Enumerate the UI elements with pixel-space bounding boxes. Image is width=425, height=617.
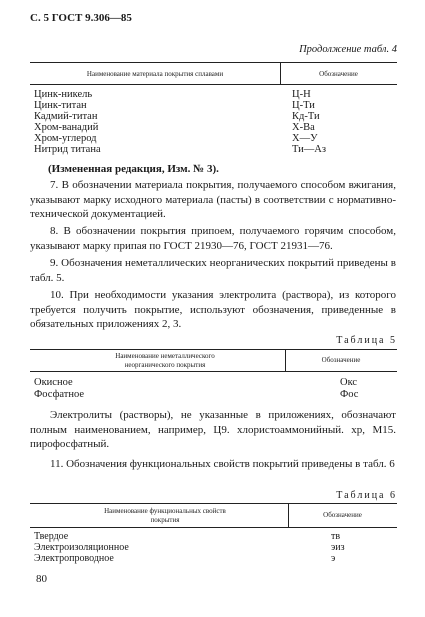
table-5-header-rule	[30, 371, 397, 372]
electrolytes-paragraph: Электролиты (растворы), не указанные в приложениях, обозначают полным наименованием, например, Ц9. хлористоаммонийный. хр, М15. пирофосфатный.	[30, 409, 396, 450]
cell-name: Цинк-титан	[34, 100, 87, 111]
table-6-col-name: Наименование функциональных свойств покрытия	[104, 507, 226, 524]
paragraph-9: 9. Обозначения неметаллических неорганических покрытий приведены в табл. 5.	[30, 257, 396, 284]
cell-code: Ц-Ти	[292, 100, 315, 111]
table-6-top-rule	[30, 503, 397, 504]
paragraph-10: 10. При необходимости указания электролита (раствора), из которого требуется получить покрытие, используют обозначения, приведенные в обязательных приложениях 2, 3.	[30, 289, 396, 330]
cell-name: Цинк-никель	[34, 89, 93, 100]
table-4-col-code: Обозначение	[319, 70, 358, 78]
cell-code: Ти—Аз	[292, 144, 327, 155]
cell-code: Фос	[340, 389, 359, 400]
table-4-top-rule	[30, 62, 397, 63]
cell-name: Фосфатное	[34, 389, 85, 400]
amendment-note: (Измененная редакция, Изм. № 3).	[48, 163, 219, 175]
cell-name: Кадмий-титан	[34, 111, 98, 122]
table-6-col-code: Обозначение	[323, 511, 362, 519]
table-6-header-rule	[30, 527, 397, 528]
cell-code: Ц-Н	[292, 89, 311, 100]
table-5-col-name: Наименование неметаллического неорганического покрытия	[115, 352, 215, 369]
cell-name: Нитрид титана	[34, 144, 101, 155]
cell-name: Окисное	[34, 377, 73, 388]
cell-code: эиз	[331, 542, 345, 553]
cell-code: Х—У	[292, 133, 318, 144]
cell-name: Электроизоляционное	[34, 542, 129, 553]
page-number: 80	[36, 573, 47, 585]
table-continuation-label: Продолжение табл. 4	[299, 44, 397, 55]
table-4-header-rule	[30, 84, 397, 85]
page-header: С. 5 ГОСТ 9.306—85	[30, 12, 132, 24]
cell-code: Кд-Ти	[292, 111, 320, 122]
table-4-col-name: Наименование материала покрытия сплавами	[86, 70, 224, 78]
paragraph-8: 8. В обозначении покрытия припоем, получаемого горячим способом, указывают марку припая по ГОСТ 21930—76, ГОСТ 21931—76.	[30, 225, 396, 252]
table-6-label: Таблица 6	[336, 490, 397, 501]
table-5-top-rule	[30, 349, 397, 350]
cell-name: Хром-ванадий	[34, 122, 99, 133]
cell-name: Электропроводное	[34, 553, 114, 564]
cell-code: тв	[331, 531, 341, 542]
cell-code: Х-Ва	[292, 122, 315, 133]
cell-code: э	[331, 553, 336, 564]
paragraph-11: 11. Обозначения функциональных свойств покрытий приведены в табл. 6	[50, 458, 395, 470]
table-5-col-code: Обозначение	[321, 356, 361, 364]
cell-name: Хром-углерод	[34, 133, 97, 144]
paragraph-7: 7. В обозначении материала покрытия, получаемого способом вжигания, указывают марку исходного материала (пасты) в соответствии с нормативно-технической документацией.	[30, 179, 396, 220]
cell-code: Окс	[340, 377, 358, 388]
table-5-label: Таблица 5	[336, 335, 397, 346]
cell-name: Твердое	[34, 531, 69, 542]
